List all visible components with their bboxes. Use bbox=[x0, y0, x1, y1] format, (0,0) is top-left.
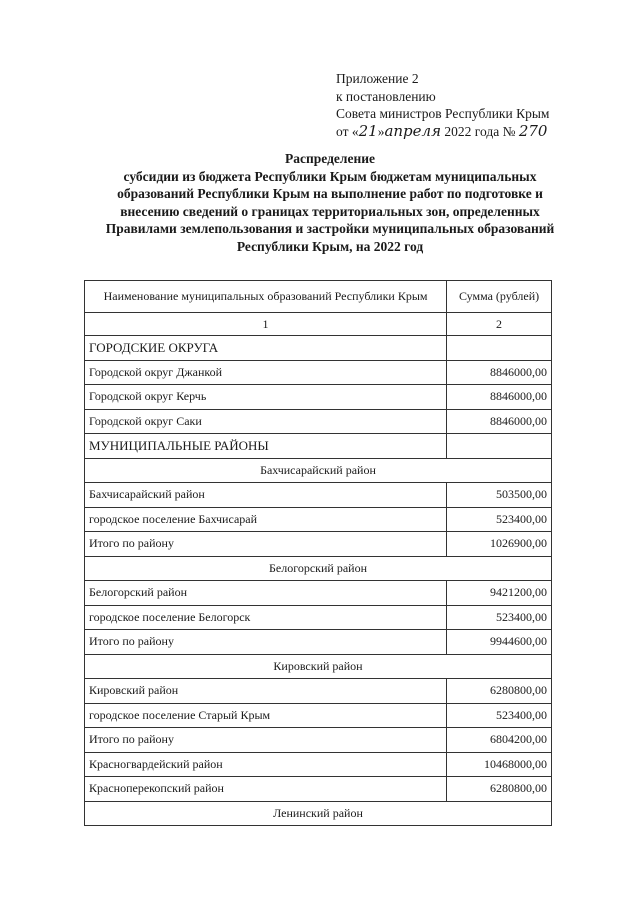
table-row bbox=[85, 483, 552, 508]
row-sum: 8846000,00 bbox=[447, 409, 552, 434]
date-prefix: от « bbox=[336, 123, 359, 139]
title-line-3: образований Республики Крым на выполнение работ по подготовке и bbox=[117, 186, 543, 201]
row-sum: 9421200,00 bbox=[447, 581, 552, 606]
appendix-date-line bbox=[336, 123, 549, 141]
title-line-5: Правилами землепользования и застройки муниципальных образований bbox=[105, 221, 555, 236]
row-sum bbox=[447, 434, 552, 459]
table-row bbox=[85, 679, 552, 704]
title-line-6: Республики Крым, на 2022 год bbox=[236, 238, 424, 254]
row-name: ГОРОДСКИЕ ОКРУГА bbox=[85, 336, 447, 361]
column-number-2: 2 bbox=[447, 313, 552, 336]
row-name: городское поселение Старый Крым bbox=[85, 703, 447, 728]
row-name: Белогорский район bbox=[85, 581, 447, 606]
row-sum: 1026900,00 bbox=[447, 532, 552, 557]
row-sum: 6280800,00 bbox=[447, 777, 552, 802]
row-sum: 6280800,00 bbox=[447, 679, 552, 704]
appendix-line-2: к постановлению bbox=[336, 88, 436, 104]
title-line-4: внесению сведений о границах территориальных зон, определенных bbox=[120, 203, 540, 219]
table-row bbox=[85, 581, 552, 606]
row-name: МУНИЦИПАЛЬНЫЕ РАЙОНЫ bbox=[85, 434, 447, 459]
header-name: Наименование муниципальных образований Республики Крым bbox=[85, 281, 447, 313]
section-row bbox=[85, 336, 552, 361]
table-row bbox=[85, 777, 552, 802]
row-name: Итого по району bbox=[85, 728, 447, 753]
row-name: Бахчисарайский район bbox=[85, 483, 447, 508]
district-heading-row bbox=[85, 654, 552, 679]
table-row bbox=[85, 360, 552, 385]
row-sum: 523400,00 bbox=[447, 507, 552, 532]
row-sum: 10468000,00 bbox=[447, 752, 552, 777]
row-name: Итого по району bbox=[85, 532, 447, 557]
date-mid: » bbox=[377, 123, 385, 139]
table-row bbox=[85, 385, 552, 410]
row-name: городское поселение Белогорск bbox=[85, 605, 447, 630]
row-name: Городской округ Джанкой bbox=[85, 360, 447, 385]
district-heading: Кировский район bbox=[85, 654, 552, 679]
appendix-block bbox=[336, 70, 549, 140]
table-row bbox=[85, 409, 552, 434]
date-year: 2022 года № bbox=[441, 123, 519, 139]
table-row bbox=[85, 752, 552, 777]
row-name: Итого по району bbox=[85, 630, 447, 655]
total-row bbox=[85, 728, 552, 753]
total-row bbox=[85, 630, 552, 655]
row-sum bbox=[447, 336, 552, 361]
appendix-line-3: Совета министров Республики Крым bbox=[336, 106, 550, 121]
row-name: Красноперекопский район bbox=[85, 777, 447, 802]
handwritten-doc-number: 270 bbox=[518, 121, 548, 140]
document-title bbox=[80, 150, 580, 255]
row-name: Красногвардейский район bbox=[85, 752, 447, 777]
total-row bbox=[85, 532, 552, 557]
row-sum: 9944600,00 bbox=[447, 630, 552, 655]
district-heading-row bbox=[85, 801, 552, 826]
row-sum: 503500,00 bbox=[447, 483, 552, 508]
table-row bbox=[85, 507, 552, 532]
section-row bbox=[85, 434, 552, 459]
column-number-1: 1 bbox=[85, 313, 447, 336]
appendix-line-1: Приложение 2 bbox=[336, 71, 419, 86]
column-number-row bbox=[85, 313, 552, 336]
table-row bbox=[85, 703, 552, 728]
row-sum: 8846000,00 bbox=[447, 360, 552, 385]
district-heading-row bbox=[85, 458, 552, 483]
row-sum: 523400,00 bbox=[447, 703, 552, 728]
row-sum: 523400,00 bbox=[447, 605, 552, 630]
district-heading: Бахчисарайский район bbox=[85, 458, 552, 483]
table-header-row bbox=[85, 281, 552, 313]
distribution-table bbox=[84, 280, 552, 826]
row-name: Городской округ Саки bbox=[85, 409, 447, 434]
title-line-2: субсидии из бюджета Республики Крым бюджетам муниципальных bbox=[123, 168, 537, 184]
district-heading-row bbox=[85, 556, 552, 581]
row-name: Городской округ Керчь bbox=[85, 385, 447, 410]
district-heading: Ленинский район bbox=[85, 801, 552, 826]
row-name: Кировский район bbox=[85, 679, 447, 704]
row-name: городское поселение Бахчисарай bbox=[85, 507, 447, 532]
row-sum: 6804200,00 bbox=[447, 728, 552, 753]
handwritten-month: апреля bbox=[384, 121, 442, 140]
title-line-1: Распределение bbox=[284, 151, 376, 166]
table-row bbox=[85, 605, 552, 630]
header-sum: Сумма (рублей) bbox=[447, 281, 552, 313]
row-sum: 8846000,00 bbox=[447, 385, 552, 410]
district-heading: Белогорский район bbox=[85, 556, 552, 581]
handwritten-day: 21 bbox=[358, 121, 378, 140]
